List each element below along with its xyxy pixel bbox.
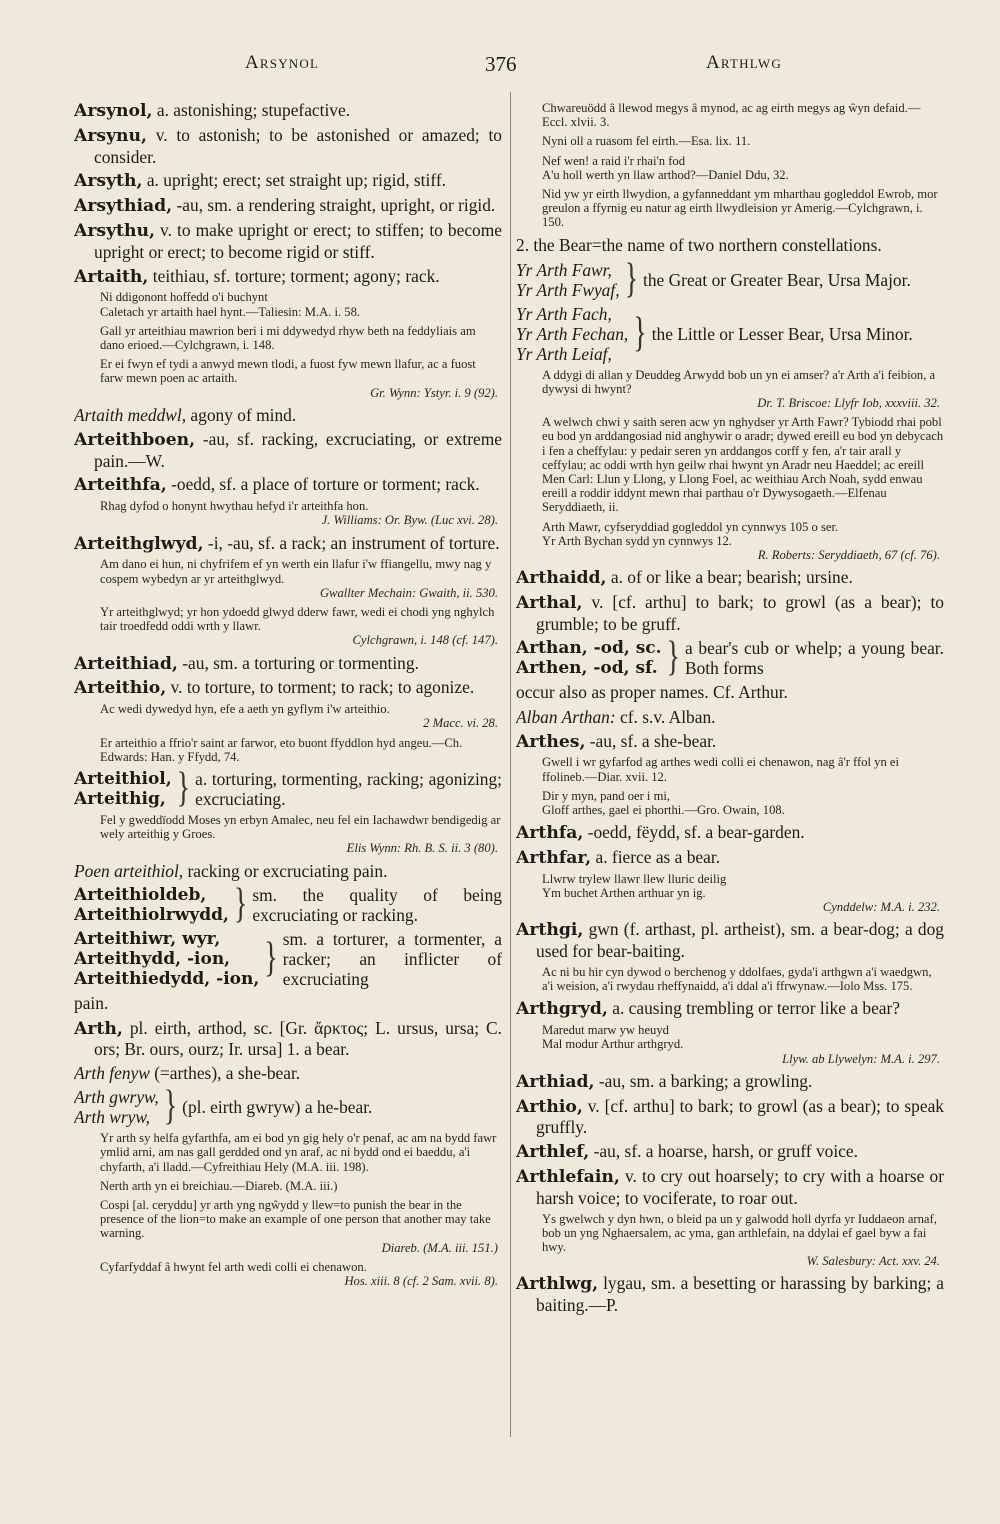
headword: Arthgryd, <box>516 999 608 1020</box>
headword: Arth wryw, <box>74 1107 151 1128</box>
dictionary-entry <box>74 220 502 263</box>
phrase: Arth fenyw <box>74 1063 150 1084</box>
definition: -au, sf. a hoarse, harsh, or gruff voice. <box>589 1141 858 1162</box>
citation <box>516 154 944 182</box>
grouped-entry <box>74 929 502 989</box>
headword: Arthaidd, <box>516 568 607 589</box>
citation-line: Am dano ei hun, ni chyfrifem ef yn werth ein llafur i'w ffiangellu, mwy nag y cospem wybedyn ar yr arteithglwyd. <box>100 557 492 586</box>
citation-line: Arth Mawr, cyfseryddiad gogleddol yn cynnwys 105 o ser. <box>542 519 839 534</box>
headword: Arteithioldeb, <box>74 884 207 905</box>
citation <box>516 789 944 817</box>
citation <box>74 1260 502 1288</box>
citation-source: Gr. Wynn: Ystyr. i. 9 (92). <box>370 385 498 400</box>
headword: Arthan, -od, sc. <box>516 637 662 658</box>
citation-line: Yr arteithglwyd; yr hon ydoedd glwyd dderw fawr, wedi ei chodi yng nghylch tair troedfedd oddi wrth y llawr. <box>100 605 495 634</box>
headword: Arthgi, <box>516 920 584 941</box>
brace-glyph: } <box>666 633 680 681</box>
headword: Arsythu, <box>74 220 155 241</box>
grouped-entry <box>74 1083 502 1130</box>
headword: Artaith, <box>74 266 149 287</box>
dictionary-entry <box>74 533 502 555</box>
headword: Arteithig, <box>74 789 166 810</box>
headword: Arsyth, <box>74 171 143 192</box>
grouped-entry <box>516 255 944 303</box>
citation <box>74 605 502 648</box>
dictionary-entry <box>74 677 502 699</box>
definition: a. fierce as a bear. <box>591 847 721 868</box>
headword: Yr Arth Fechan, <box>516 323 629 344</box>
citation-line: Ac wedi dywedyd hyn, efe a aeth yn gyflym i'w arteithio. <box>100 702 390 717</box>
headword: Arteithiedydd, -ion, <box>74 968 260 989</box>
headword: Yr Arth Leiaf, <box>516 343 612 364</box>
grouped-headwords <box>516 304 628 364</box>
headword: Arsynol, <box>74 101 153 121</box>
citation <box>74 357 502 400</box>
brace-glyph: } <box>163 1083 178 1130</box>
definition: -au, sm. a rendering straight, upright, or rigid. <box>172 195 496 216</box>
grouped-entry <box>516 633 944 681</box>
headword: Arthal, <box>516 593 583 614</box>
citation <box>516 1212 944 1269</box>
dictionary-entry <box>516 998 944 1020</box>
citation <box>516 872 944 915</box>
citation <box>74 324 502 352</box>
guide-word-left: Arsynol <box>245 52 320 73</box>
citation <box>74 1198 502 1255</box>
citation-source: Gwallter Mechain: Gwaith, ii. 530. <box>319 585 498 600</box>
citation-line: Er ei fwyn ef tydi a anwyd mewn tlodi, a fuost fyw mewn llafur, ac a fuost farw mewn poen ac artaith. <box>100 357 476 386</box>
dictionary-entry <box>516 1071 944 1093</box>
brace-glyph: } <box>633 309 647 357</box>
definition: v. to astonish; to be astonished or amazed; to consider. <box>94 124 502 167</box>
citation-line: Nid yw yr eirth llwydion, a gyfanneddant ym mharthau gogleddol Ewrob, mor greulon a ffyrnig eu natur ag eirth llwydleision yr Amerig.—Cylchgrawn, i. 150. <box>542 187 938 230</box>
citation-line: Nerth arth yn ei breichiau.—Diareb. (M.A. iii.) <box>100 1178 338 1193</box>
left-column <box>74 100 502 1445</box>
headword: Arthes, <box>516 731 586 752</box>
headword: Arteithboen, <box>74 429 196 450</box>
phrase-entry <box>74 1063 502 1084</box>
citation-line: Nef wen! a raid i'r rhai'n fod <box>542 153 686 168</box>
citation-line: Caletach yr artaith hael hynt.—Taliesin: M.A. i. 58. <box>100 304 361 319</box>
headword: Arteithydd, -ion, <box>74 948 231 969</box>
citation-line: Gloff arthes, gael ei phorthi.—Gro. Owain, 108. <box>542 803 785 818</box>
citation-line: Nyni oll a ruasom fel eirth.—Esa. lix. 11. <box>542 134 751 149</box>
citation-line: A welwch chwi y saith seren acw yn nghydser yr Arth Fawr? Tybiodd rhai pobl eu bod yn arddangosiad nid anghywir o aradr; dywed ereill eu bod yn debycach i fen a cheffylau: y pedair seren yn arddangos corff y fen, a'r tair arall y ceffylau; ac oddi wrth hyn geilw rhai hwynt yn Aradr neu Haeddel; ac ereill Men Carl: Llun y Llong, y Llong Foel, ac weithiau Arch Noah, sydd enwau ereill a roddir iddynt mewn rhai parthau o'r Dywysogaeth.—Elfenau Seryddiaeth, ii. <box>542 415 944 515</box>
headword: Yr Arth Fwyaf, <box>516 279 620 300</box>
definition: v. to torture, to torment; to rack; to agonize. <box>166 677 475 698</box>
grouped-headwords <box>74 1087 159 1127</box>
citation <box>74 1131 502 1174</box>
dictionary-entry <box>74 653 502 675</box>
citation-line: Maredut marw yw heuyd <box>542 1023 669 1038</box>
phrase-gloss: cf. s.v. Alban. <box>615 706 716 727</box>
brace-glyph: } <box>176 765 191 812</box>
definition-continuation: pain. <box>74 992 109 1013</box>
headword: Yr Arth Fawr, <box>516 259 612 280</box>
phrase: Alban Arthan: <box>516 706 616 727</box>
definition: -oedd, fëydd, sf. a bear-garden. <box>583 822 805 843</box>
citation-line: A ddygi di allan y Deuddeg Arwydd bob un yn ei amser? a'r Arth a'i feibion, a dywysi di hwynt? <box>542 367 936 396</box>
headword: Arthlefain, <box>516 1167 620 1188</box>
definition: a. upright; erect; set straight up; rigid, stiff. <box>142 170 446 191</box>
definition: the Great or Greater Bear, Ursa Major. <box>643 269 911 290</box>
citation-source: W. Salesbury: Act. xxv. 24. <box>806 1254 940 1269</box>
citation-line: Gwell i wr gyfarfod ag arthes wedi colli ei chenawon, nag â'r ffol yn ei ffolineb.—Diar. xvii. 12. <box>542 755 899 784</box>
grouped-headwords <box>74 885 229 925</box>
definition: -au, sm. a torturing or tormenting. <box>177 652 419 673</box>
phrase: Artaith meddwl, <box>74 404 187 425</box>
citation-source: Llyw. ab Llywelyn: M.A. i. 297. <box>782 1051 940 1066</box>
citation <box>74 813 502 856</box>
citation <box>74 557 502 600</box>
citation <box>74 736 502 764</box>
citation <box>74 499 502 527</box>
grouped-entry <box>74 765 502 812</box>
citation-source: 2 Macc. vi. 28. <box>423 716 498 731</box>
definition: -au, sf. a she-bear. <box>585 730 717 751</box>
citation-line: Cyfarfyddaf â hwynt fel arth wedi colli ei chenawon. <box>100 1259 367 1274</box>
definition: v. [cf. arthu] to bark; to growl (as a bear); to speak gruffly. <box>536 1095 944 1138</box>
definition: a. causing trembling or terror like a bear? <box>607 998 901 1019</box>
dictionary-entry <box>74 195 502 217</box>
phrase-gloss: (=arthes), a she-bear. <box>149 1063 301 1084</box>
citation <box>74 702 502 730</box>
citation-source: J. Williams: Or. Byw. (Luc xvi. 28). <box>321 513 498 528</box>
phrase-entry <box>74 861 502 882</box>
headword: Arthio, <box>516 1096 583 1117</box>
definition-continuation: occur also as proper names. Cf. Arthur. <box>516 681 788 702</box>
citation-source: Hos. xiii. 8 (cf. 2 Sam. xvii. 8). <box>344 1274 498 1289</box>
citation <box>516 187 944 230</box>
citation-line: Ys gwelwch y dyn hwn, o bleid pa un y galwodd holl dyrfa yr Iuddaeon arnaf, bob un yng Nghaersalem, ac yma, gan arthlefain, na ddylai ef gael byw a fai hwy. <box>542 1211 937 1255</box>
definition: a. of or like a bear; bearish; ursine. <box>606 567 853 588</box>
definition: -au, sf. racking, excruciating, or extreme pain.—W. <box>94 428 502 471</box>
citation <box>516 134 944 148</box>
grouped-headwords <box>74 929 259 989</box>
citation <box>516 520 944 563</box>
citation-line: Cospi [al. ceryddu] yr arth yng ngŵydd y llew=to punish the bear in the presence of the lion=to make an example of one person that another may take warning. <box>100 1198 491 1241</box>
citation <box>74 1179 502 1193</box>
dictionary-entry <box>516 822 944 844</box>
dictionary-entry <box>74 100 502 122</box>
phrase-gloss: racking or excruciating pain. <box>183 860 388 881</box>
guide-word-right: Arthlwg <box>706 52 782 73</box>
citation-line: Mal modur Arthur arthgryd. <box>542 1037 684 1052</box>
citation-line: Gall yr arteithiau mawrion beri i mi ddywedyd rhyw beth na feddyliais am dano erioed.—Cylchgrawn, i. 148. <box>100 323 476 352</box>
grouped-entry <box>516 304 944 364</box>
citation <box>516 755 944 783</box>
headword: Yr Arth Fach, <box>516 303 612 324</box>
definition: v. [cf. arthu] to bark; to growl (as a bear); to grumble; to be gruff. <box>536 592 944 634</box>
definition: -oedd, sf. a place of torture or torment; rack. <box>166 474 480 495</box>
definition: a. astonishing; stupefactive. <box>152 100 351 120</box>
headword: Arthlwg, <box>516 1274 599 1295</box>
dictionary-entry <box>516 1166 944 1209</box>
page-number: 376 <box>485 52 517 76</box>
citation-line: Rhag dyfod o honynt hwythau hefyd i'r arteithfa hon. <box>100 499 369 514</box>
definition: v. to cry out hoarsely; to cry with a hoarse or harsh voice; to vociferate, to roar out. <box>536 1166 944 1208</box>
dictionary-entry <box>516 1096 944 1139</box>
dictionary-entry <box>516 1273 944 1316</box>
definition: -au, sm. a barking; a growling. <box>594 1070 813 1091</box>
headword: Arthiad, <box>516 1071 595 1092</box>
dictionary-entry <box>74 1018 502 1061</box>
citation-line: Llwrw trylew llawr llew lluric deilig <box>542 871 727 886</box>
definition: v. to make upright or erect; to stiffen; to become upright or erect; to become rigid or stiff. <box>94 219 502 262</box>
definition: a bear's cub or whelp; a young bear. Both forms <box>684 637 944 678</box>
citation-source: Cylchgrawn, i. 148 (cf. 147). <box>352 633 498 648</box>
dictionary-entry <box>74 474 502 496</box>
definition: a. torturing, tormenting, racking; agonizing; excruciating. <box>195 769 502 810</box>
dictionary-entry <box>516 919 944 962</box>
citation-line: Ac ni bu hir cyn dywod o berchenog y ddolfaes, gyda'i arthgwn a'i waedgwn, a'i weision, a'i rwydau rheffynaidd, a'i ddal a'i ffrwynaw.—Iolo Mss. 175. <box>542 965 932 994</box>
citation <box>74 290 502 318</box>
right-column <box>516 100 944 1445</box>
dictionary-entry <box>74 429 502 472</box>
citation <box>516 1023 944 1066</box>
dictionary-entry <box>74 170 502 192</box>
citation-line: Chwareuödd â llewod megys â mynod, ac ag eirth megys ag ŵyn defaid.—Eccl. xlvii. 3. <box>542 101 921 130</box>
grouped-headwords <box>516 638 662 678</box>
citation-source: Dr. T. Briscoe: Llyfr Iob, xxxviii. 32. <box>757 396 940 411</box>
headword: Arthlef, <box>516 1142 590 1163</box>
headword: Arth, <box>74 1018 123 1039</box>
citation-line: Ym buchet Arthen arthuar yn ig. <box>542 886 706 901</box>
phrase-entry <box>516 707 944 728</box>
headword: Arteithiol, <box>74 769 172 790</box>
definition: gwn (f. arthast, pl. artheist), sm. a bear-dog; a dog used for bear-baiting. <box>536 919 944 962</box>
definition: teithiau, sf. torture; torment; agony; rack. <box>148 265 440 286</box>
headword: Arthen, -od, sf. <box>516 657 658 678</box>
dictionary-entry <box>516 847 944 869</box>
dictionary-entry <box>516 592 944 635</box>
headword: Arsynu, <box>74 125 148 146</box>
headword: Arthfa, <box>516 823 584 844</box>
column-divider <box>510 92 511 1437</box>
citation-line: Yr arth sy helfa gyfarthfa, am ei bod yn gig hely o'r penaf, ac am na bydd fawr ymlid arni, am nas gall gerdded ond yn araf, ac ni bydd ond ei baeddu, a'i chyfarth, a'i lladd.—Cyfreithiau Hely (M.A. iii. 198). <box>100 1131 497 1174</box>
grouped-entry <box>74 880 502 928</box>
citation <box>516 965 944 993</box>
citation <box>516 101 944 129</box>
headword: Arteithiwr, wyr, <box>74 928 221 949</box>
definition: (pl. eirth gwryw) a he-bear. <box>182 1097 373 1118</box>
citation-source: Diareb. (M.A. iii. 151.) <box>381 1240 498 1255</box>
phrase-gloss: agony of mind. <box>186 404 297 425</box>
dictionary-entry <box>516 731 944 753</box>
running-header <box>0 52 1000 82</box>
definition: lygau, sm. a besetting or harassing by barking; a baiting.—P. <box>536 1273 944 1316</box>
citation-line: Er arteithio a ffrio'r saint ar farwor, eto buont ffyddlon hyd angeu.—Ch. Edwards: Han. y Ffydd, 74. <box>100 735 463 764</box>
citation-source: R. Roberts: Seryddiaeth, 67 (cf. 76). <box>757 548 940 563</box>
phrase: Poen arteithiol, <box>74 860 184 881</box>
dictionary-entry <box>74 125 502 168</box>
headword: Arteithfa, <box>74 475 167 496</box>
citation-source: Elis Wynn: Rh. B. S. ii. 3 (80). <box>346 841 498 856</box>
citation <box>516 368 944 411</box>
citation-source: Cynddelw: M.A. i. 232. <box>822 900 940 915</box>
grouped-headwords <box>516 260 620 300</box>
citation-line: A'u holl werth yn llaw arthod?—Daniel Ddu, 32. <box>542 167 789 182</box>
headword: Arsythiad, <box>74 196 173 217</box>
definition: the Little or Lesser Bear, Ursa Minor. <box>651 323 913 344</box>
headword: Arteithio, <box>74 678 167 699</box>
headword: Arth gwryw, <box>74 1087 159 1108</box>
definition: pl. eirth, arthod, sc. [Gr. ἄρκτος; L. ursus, ursa; C. ors; Br. ours, ourz; Ir. ursa] 1. a bear. <box>94 1017 502 1060</box>
dictionary-entry <box>516 567 944 589</box>
citation <box>516 415 944 514</box>
brace-glyph: } <box>233 880 248 928</box>
headword: Arteithiad, <box>74 653 178 674</box>
headword: Arteithiolrwydd, <box>74 904 229 925</box>
dictionary-entry <box>74 266 502 288</box>
definition-continuation: 2. the Bear=the name of two northern constellations. <box>516 234 882 255</box>
definition: -i, -au, sf. a rack; an instrument of torture. <box>203 532 500 553</box>
definition: sm. a torturer, a tormenter, a racker; an inflicter of excruciating <box>282 928 502 989</box>
phrase-entry <box>74 405 502 426</box>
citation-line: Ni ddigonont hoffedd o'i buchynt <box>100 290 268 305</box>
brace-glyph: } <box>624 255 639 303</box>
citation-line: Fel y gweddïodd Moses yn erbyn Amalec, neu fel ein Iachawdwr bendigedig ar wely arteithig y Groes. <box>100 813 501 842</box>
headword: Arthfar, <box>516 848 592 869</box>
citation-line: Dir y myn, pand oer i mi, <box>542 788 671 803</box>
citation-line: Yr Arth Bychan sydd yn cynnwys 12. <box>542 533 732 548</box>
definition: sm. the quality of being excruciating or racking. <box>252 884 502 925</box>
grouped-headwords <box>74 769 172 809</box>
headword: Arteithglwyd, <box>74 533 204 554</box>
dictionary-entry <box>516 1141 944 1163</box>
brace-glyph: } <box>264 934 278 982</box>
